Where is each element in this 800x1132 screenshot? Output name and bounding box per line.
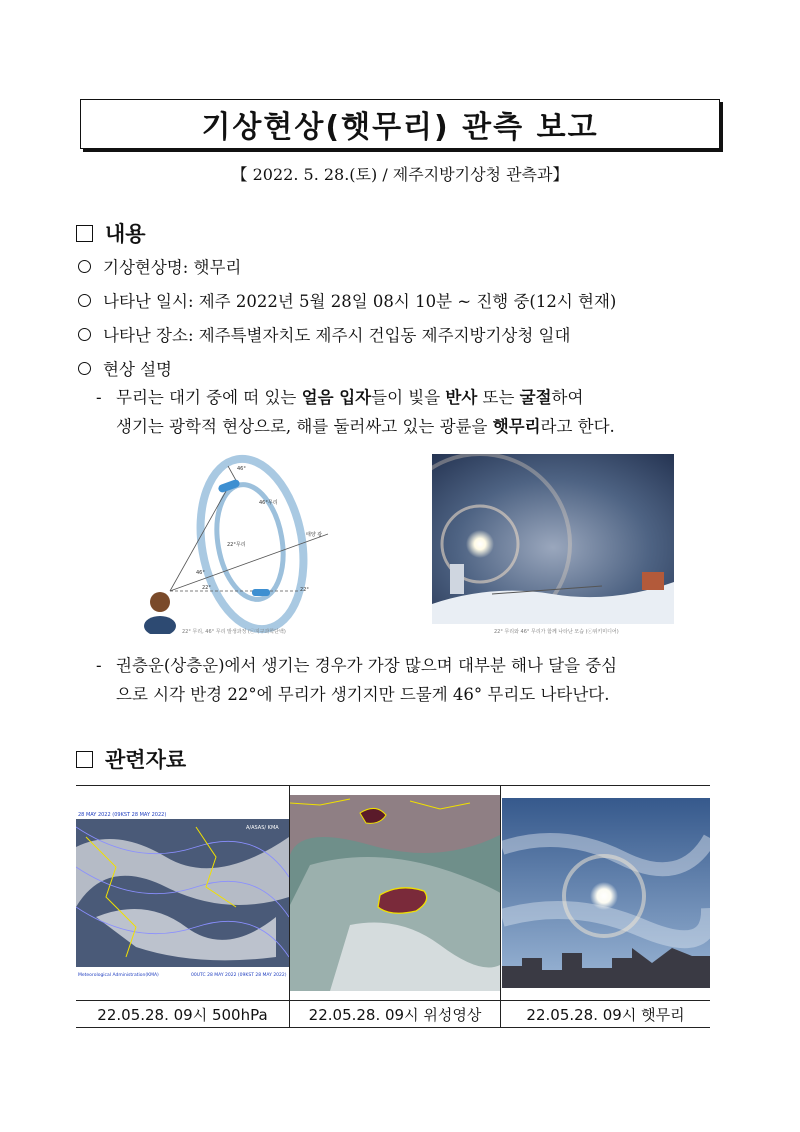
section-label: 내용 bbox=[105, 222, 146, 246]
page-subtitle: 【 2022. 5. 28.(토) / 제주지방기상청 관측과】 bbox=[231, 165, 569, 184]
text: 또는 bbox=[477, 388, 520, 407]
bold-term: 반사 bbox=[445, 388, 478, 407]
list-item-text: 현상 설명 bbox=[103, 360, 173, 379]
diagram-label: 46° bbox=[237, 466, 246, 472]
halo-diagram bbox=[138, 454, 360, 634]
map-header-text: 28 MAY 2022 (09KST 28 MAY 2022) bbox=[78, 812, 167, 818]
diagram-label: 22°무리 bbox=[227, 542, 246, 548]
diagram-label: 태양 광 bbox=[306, 532, 323, 538]
text: 무리는 대기 중에 떠 있는 bbox=[116, 388, 302, 407]
dash-bullet: - bbox=[96, 656, 102, 675]
figure-caption: 22° 무리와 46° 무리가 함께 나타난 모습 (ⓒ위키미디어) bbox=[494, 629, 619, 635]
image-cell bbox=[76, 786, 290, 1001]
list-item bbox=[78, 254, 241, 278]
checkbox-square-icon bbox=[76, 751, 93, 768]
diagram-label: 22° bbox=[202, 585, 211, 591]
caption-cell: 22.05.28. 09시 500hPa bbox=[76, 1001, 290, 1028]
circle-bullet-icon bbox=[78, 260, 91, 273]
circle-bullet-icon bbox=[78, 294, 91, 307]
list-item bbox=[78, 322, 570, 346]
description-paragraph-2 bbox=[96, 651, 736, 709]
halo-46-ring bbox=[188, 454, 316, 634]
map-corner-text: A/ASAS/ KMA bbox=[246, 825, 279, 831]
map-footer-text: 00UTC 28 MAY 2022 (09KST 28 MAY 2022) bbox=[191, 973, 287, 978]
map-footer-text: Meteorological Administration(KMA) bbox=[78, 973, 159, 978]
dash-bullet: - bbox=[96, 388, 102, 407]
text: 으로 시각 반경 22°에 무리가 생기지만 드물게 46° 무리도 나타난다. bbox=[116, 685, 610, 704]
diagram-label: 22° bbox=[300, 587, 309, 593]
bold-term: 햇무리 bbox=[492, 417, 541, 436]
description-paragraph-1 bbox=[96, 383, 736, 441]
ice-crystal-bottom bbox=[252, 589, 270, 596]
weather-map-500hpa bbox=[76, 807, 289, 979]
halo-photo bbox=[432, 454, 674, 624]
text: 라고 한다. bbox=[540, 417, 615, 436]
bold-term: 굴절 bbox=[519, 388, 552, 407]
list-item-text: 나타난 일시: 제주 2022년 5월 28일 08시 10분 ~ 진행 중(12시 현재) bbox=[103, 292, 617, 311]
figure-caption: 22° 무리, 46° 무리 발생과정 (ⓒ지구과학단백) bbox=[182, 629, 286, 635]
halo-sky-photo bbox=[502, 798, 710, 988]
text: 하여 bbox=[551, 388, 584, 407]
text: 생기는 광학적 현상으로, 해를 둘러싸고 있는 광륜을 bbox=[116, 417, 493, 436]
sun-icon bbox=[590, 882, 618, 910]
title-box bbox=[80, 99, 720, 149]
section-related-heading bbox=[76, 744, 186, 774]
section-content-heading bbox=[76, 218, 146, 248]
observer-head bbox=[150, 592, 170, 612]
circle-bullet-icon bbox=[78, 328, 91, 341]
list-item-text: 기상현상명: 햇무리 bbox=[103, 258, 242, 277]
satellite-image bbox=[290, 795, 500, 991]
bold-term: 얼음 입자 bbox=[301, 388, 372, 407]
list-item-text: 나타난 장소: 제주특별자치도 제주시 건입동 제주지방기상청 일대 bbox=[103, 326, 571, 345]
section-label: 관련자료 bbox=[105, 748, 187, 772]
halo-22-ring bbox=[208, 479, 291, 604]
diagram-label: 46° bbox=[196, 570, 205, 576]
sun-icon bbox=[466, 530, 494, 558]
related-data-table bbox=[76, 785, 710, 1028]
image-cell bbox=[290, 786, 501, 1001]
circle-bullet-icon bbox=[78, 362, 91, 375]
caption-cell: 22.05.28. 09시 위성영상 bbox=[290, 1001, 501, 1028]
text: 권층운(상층운)에서 생기는 경우가 가장 많으며 대부분 해나 달을 중심 bbox=[116, 656, 618, 675]
page-title: 기상현상(햇무리) 관측 보고 bbox=[201, 110, 599, 145]
observer-body bbox=[144, 616, 176, 634]
list-item bbox=[78, 288, 616, 312]
diagram-label: 46°무리 bbox=[259, 500, 278, 506]
image-cell bbox=[501, 786, 711, 1001]
checkbox-square-icon bbox=[76, 225, 93, 242]
list-item bbox=[78, 356, 172, 380]
text: 들이 빛을 bbox=[371, 388, 446, 407]
caption-cell: 22.05.28. 09시 햇무리 bbox=[501, 1001, 711, 1028]
